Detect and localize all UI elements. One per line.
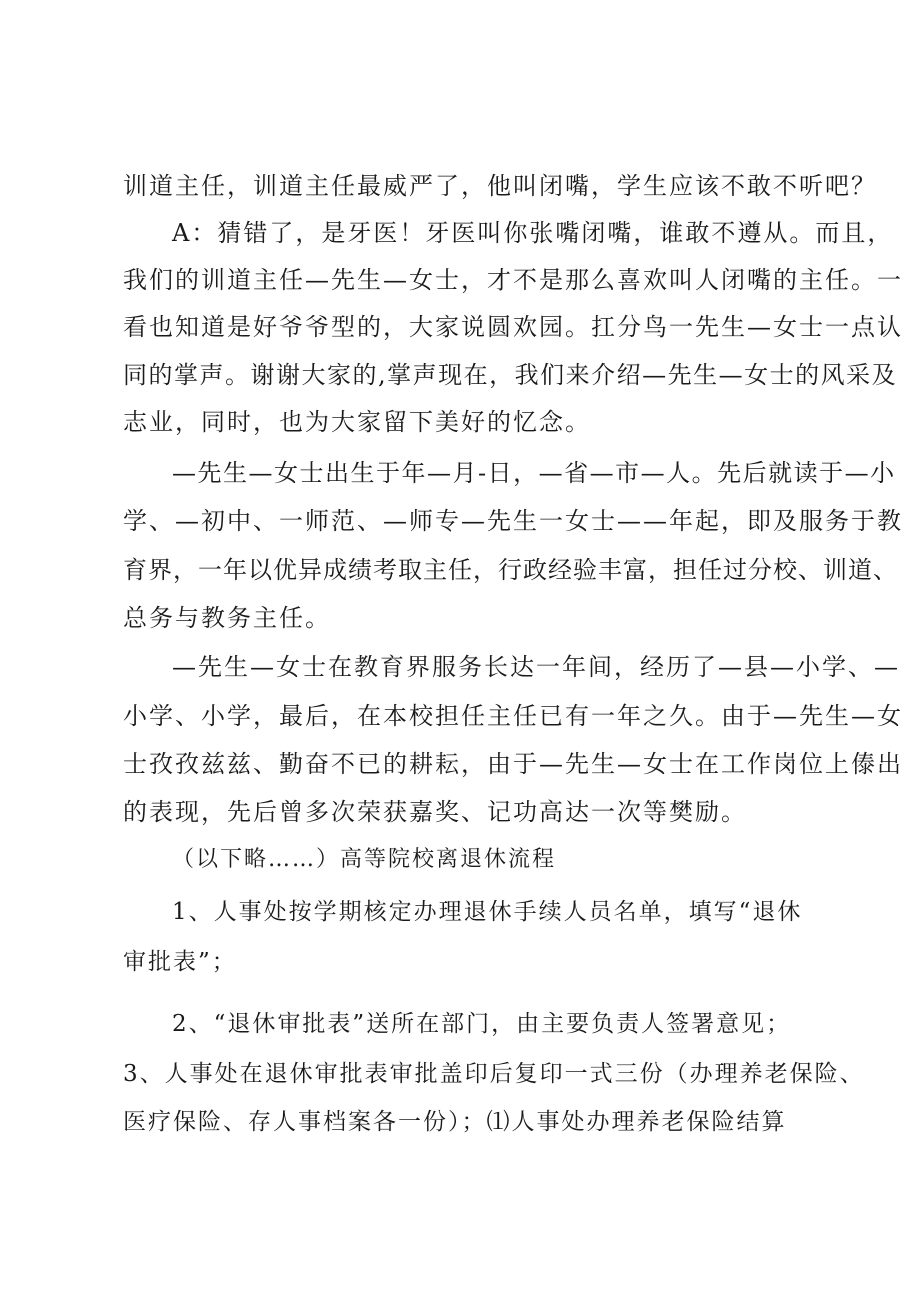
text-line: 士孜孜兹兹、勤奋不已的耕耘，由于—先生—女士在工作岗位上傣出 bbox=[123, 750, 903, 778]
text-line: 医疗保险、存人事档案各一份）；⑴人事处办理养老保险结算 bbox=[123, 1109, 787, 1135]
text-line: 审批表”； bbox=[123, 949, 237, 975]
text-line: 看也知道是好爷爷型的，大家说圆欢园。扛分鸟一先生—女士一点认 bbox=[123, 313, 903, 341]
text-line: 志业，同时，也为大家留下美好的忆念。 bbox=[123, 408, 591, 436]
text-line: 3、人事处在退休审批表审批盖印后复印一式三份（办理养老保险、 bbox=[123, 1061, 865, 1087]
text-line: 我们的训道主任—先生—女士，才不是那么喜欢叫人闭嘴的主任。一 bbox=[123, 266, 903, 294]
text-line: 总务与教务主任。 bbox=[123, 604, 331, 632]
text-line: —先生—女士出生于年—月-日，—省—市—人。先后就读于—小 bbox=[172, 459, 896, 487]
text-line: 训道主任，训道主任最威严了，他叫闭嘴，学生应该不敢不听吧？ bbox=[123, 172, 877, 200]
text-line: 小学、小学，最后，在本校担任主任已有一年之久。由于—先生—女 bbox=[123, 702, 903, 730]
text-line: 2、“退休审批表”送所在部门，由主要负责人签署意见； bbox=[172, 1011, 792, 1037]
text-line: 育界，一年以优异成绩考取主任，行政经验丰富，担任过分校、训道、 bbox=[123, 556, 898, 584]
section-heading: （以下略……）高等院校离退休流程 bbox=[172, 847, 557, 872]
text-line: 同的掌声。谢谢大家的,掌声现在，我们来介绍—先生—女士的风采及 bbox=[123, 361, 898, 389]
text-line: 的表现，先后曾多次荣获嘉奖、记功高达一次等樊励。 bbox=[123, 798, 747, 826]
text-line: —先生—女士在教育界服务长达一年间，经历了—县—小学、— bbox=[172, 653, 900, 681]
text-line: 1、人事处按学期核定办理退休手续人员名单，填写“退休 bbox=[172, 899, 803, 925]
text-line: 学、—初中、一师范、—师专—先生一女士——年起，即及服务于教 bbox=[123, 507, 903, 535]
text-line: A：猜错了，是牙医！牙医叫你张嘴闭嘴，谁敢不遵从。而且， bbox=[172, 219, 894, 247]
